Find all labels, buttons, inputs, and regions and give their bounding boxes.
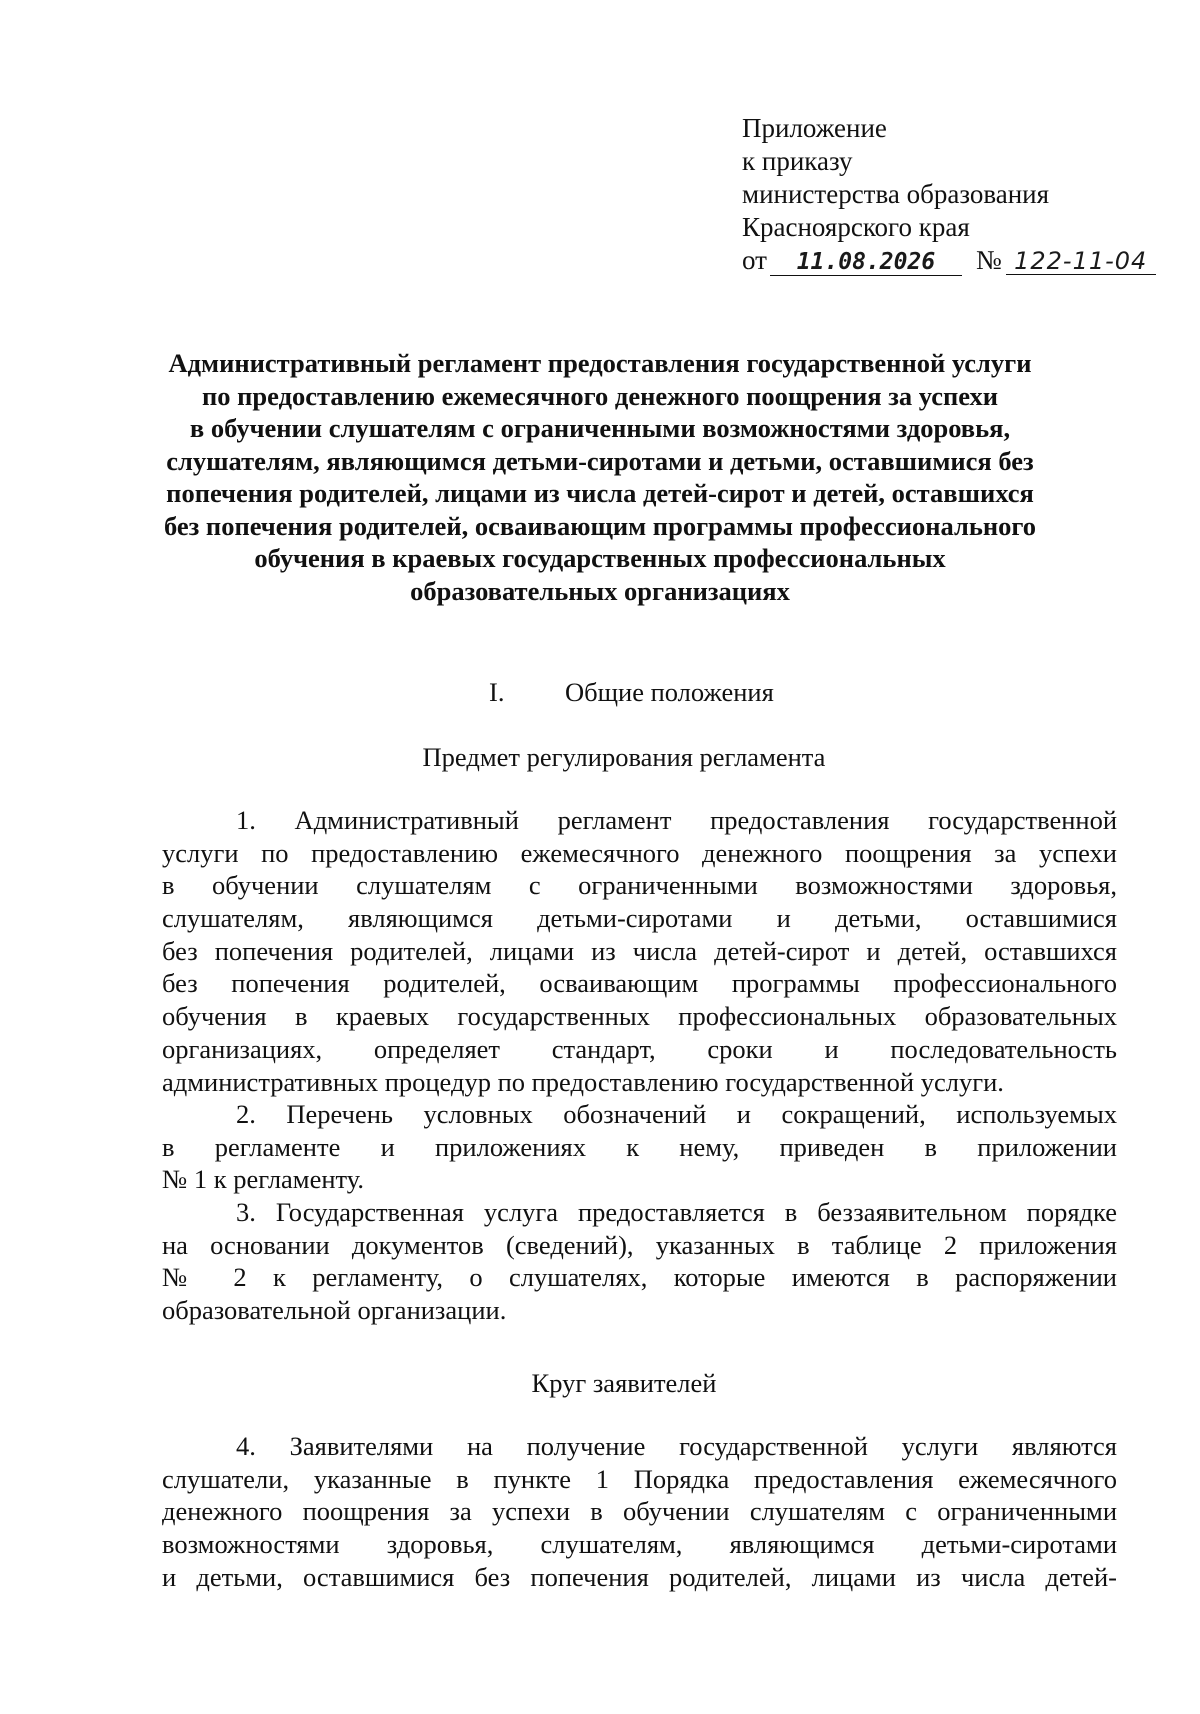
order-date: 11.08.2026 [770,249,962,276]
paragraph-1 [162,804,1117,1098]
title-line: Административный регламент предоставления государственной услуги [168,348,1032,378]
approval-line: министерства образования [742,179,1050,209]
section-numeral: I. [489,677,505,707]
text-line: услуги по предоставлению ежемесячного денежного поощрения за успехи [162,837,1117,868]
title-line: слушателям, являющимся детьми-сиротами и детьми, оставшимися без [166,445,1034,476]
title-line: попечения родителей, лицами из числа детей-сирот и детей, оставшихся [166,478,1034,508]
text-line: 2. Перечень условных обозначений и сокращений, используемых [236,1099,1117,1129]
text-line: без попечения родителей, осваивающим программы профессионального [162,968,1117,999]
text-line: денежного поощрения за успехи в обучении слушателям с ограниченными [162,1496,1117,1527]
paragraph-2 [162,1098,1117,1196]
text-line: обучения в краевых государственных профессиональных образовательных [162,1001,1117,1032]
text-line: без попечения родителей, лицами из числа детей-сирот и детей, оставшихся [162,935,1117,966]
order-reference [742,244,1156,277]
document-title [130,347,1070,607]
text-line: слушатели, указанные в пункте 1 Порядка предоставления ежемесячного [162,1463,1117,1494]
text-line: слушателям, являющимся детьми-сиротами и детьми, оставшимися [162,903,1117,934]
text-line: возможностями здоровья, слушателям, являющимся детьми-сиротами [162,1529,1117,1560]
paragraph-4 [162,1430,1117,1593]
approval-line: Красноярского края [742,212,970,242]
text-line: в регламенте и приложениях к нему, приведен в приложении [162,1131,1117,1162]
text-line: 3. Государственная услуга предоставляется в беззаявительном порядке [236,1197,1117,1227]
text-line: и детьми, оставшимися без попечения родителей, лицами из числа детей- [162,1561,1117,1592]
approval-block [742,112,1156,277]
title-line: в обучении слушателям с ограниченными возможностями здоровья, [189,413,1011,443]
approval-line: к приказу [742,146,853,176]
number-prefix: № [975,245,1002,275]
text-line: в обучении слушателям с ограниченными возможностями здоровья, [162,870,1117,901]
section-label: Общие положения [565,677,774,707]
text-line: организациях, определяет стандарт, сроки и последовательность [162,1033,1117,1064]
subheading-applicants: Круг заявителей [531,1368,717,1398]
text-line: № 1 к регламенту. [162,1164,364,1195]
title-line: обучения в краевых государственных профессиональных [254,543,946,573]
paragraph-3 [162,1196,1117,1327]
title-line: образовательных организациях [410,575,790,606]
text-line: 4. Заявителями на получение государственной услуги являются [236,1431,1117,1461]
subheading-subject: Предмет регулирования регламента [422,742,826,772]
title-line: без попечения родителей, осваивающим программы профессионального [163,510,1036,541]
date-prefix: от [742,245,767,275]
approval-line: Приложение [742,113,887,143]
text-line: 1. Административный регламент предоставления государственной [236,805,1117,835]
title-line: по предоставлению ежемесячного денежного поощрения за успехи [202,380,998,411]
text-line: административных процедур по предоставлению государственной услуги. [162,1066,1004,1097]
text-line: образовательной организации. [162,1295,507,1326]
text-line: № 2 к регламенту, о слушателях, которые имеются в распоряжении [162,1262,1117,1293]
order-number: 122-11-04 [1006,248,1156,275]
text-line: на основании документов (сведений), указанных в таблице 2 приложения [162,1229,1117,1260]
